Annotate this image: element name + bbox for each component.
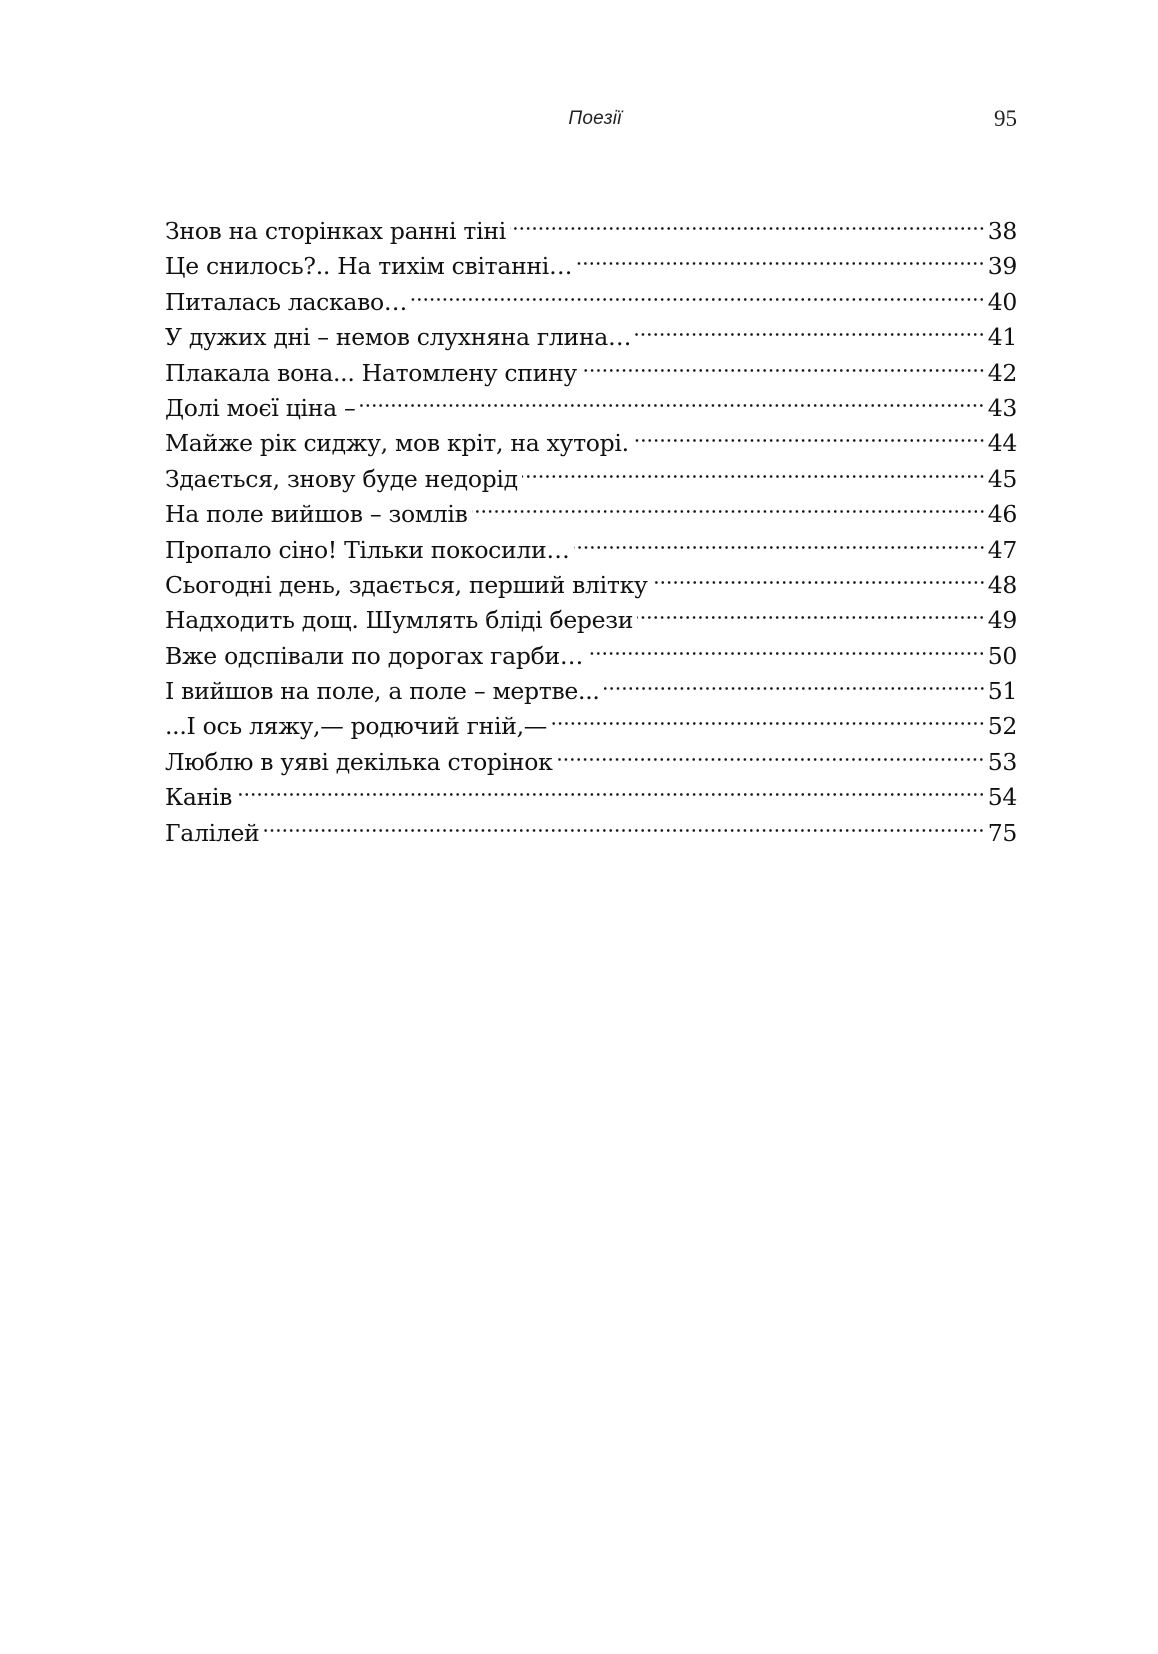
toc-entry-page: 48	[987, 570, 1017, 599]
dot-leader	[263, 806, 985, 841]
toc-entry-page: 43	[987, 393, 1017, 422]
toc-entry-page: 75	[987, 818, 1017, 847]
dot-leader	[510, 204, 985, 239]
dot-leader	[522, 452, 985, 487]
page-number: 95	[994, 106, 1017, 131]
toc-entry-page: 47	[987, 535, 1017, 564]
toc-entry-page: 44	[987, 429, 1017, 458]
dot-leader	[652, 558, 985, 593]
running-header	[165, 104, 1017, 134]
running-title: Поезії	[568, 108, 622, 129]
dot-leader	[633, 416, 985, 451]
toc-entry-title: Канів	[165, 783, 233, 812]
table-of-contents	[165, 204, 1017, 847]
toc-entry-page: 42	[987, 358, 1017, 387]
dot-leader	[581, 346, 985, 381]
dot-leader	[574, 523, 985, 558]
toc-entry-title: Здається, знову буде недорід	[165, 464, 518, 493]
toc-entry-page: 54	[987, 783, 1017, 812]
toc-entry-title: ...І ось ляжу,— родючий гній,—	[165, 712, 547, 741]
toc-entry-title: На поле вийшов – зомлів	[165, 500, 468, 529]
toc-entry-page: 39	[987, 252, 1017, 281]
toc-entry-title: Долі моєї ціна –	[165, 393, 356, 422]
toc-entry-page: 53	[987, 747, 1017, 776]
dot-leader	[576, 239, 985, 274]
toc-entry-title: Сьогодні день, здається, перший влітку	[165, 570, 648, 599]
toc-entry-title: Пропало сіно! Тільки покосили…	[165, 535, 570, 564]
toc-entry-title: Знов на сторінках ранні тіні	[165, 217, 506, 245]
toc-entry-title: Це снилось?.. На тихім світанні…	[165, 252, 573, 281]
toc-entry-title: Вже одспівали по дорогах гарби…	[165, 641, 584, 670]
toc-entry-title: Галілей	[165, 818, 260, 847]
toc-entry-title: Люблю в уяві декілька сторінок	[165, 747, 553, 776]
dot-leader	[411, 275, 985, 310]
toc-entry[interactable]	[165, 770, 1017, 812]
toc-entry-title: І вийшов на поле, а поле – мертве...	[165, 677, 600, 706]
toc-entry-page: 50	[987, 641, 1017, 670]
toc-entry-page: 40	[987, 287, 1017, 316]
dot-leader	[604, 664, 985, 699]
toc-entry-title: У дужих дні – немов слухняна глина…	[165, 323, 632, 352]
toc-entry-page: 51	[987, 677, 1017, 706]
toc-entry-page: 38	[987, 217, 1017, 245]
toc-entry-page: 49	[987, 606, 1017, 635]
toc-entry-page: 41	[987, 323, 1017, 352]
toc-entry-title: Питалась ласкаво…	[165, 287, 408, 316]
toc-entry[interactable]	[165, 204, 1017, 245]
toc-entry-page: 46	[987, 500, 1017, 529]
dot-leader	[635, 310, 985, 345]
dot-leader	[472, 487, 985, 522]
dot-leader	[236, 770, 985, 805]
dot-leader	[587, 629, 985, 664]
toc-entry-page: 45	[987, 464, 1017, 493]
toc-entry-page: 52	[987, 712, 1017, 741]
dot-leader	[551, 699, 985, 734]
dot-leader	[556, 735, 985, 770]
toc-entry-title: Майже рік сиджу, мов кріт, на хуторі.	[165, 429, 629, 458]
dot-leader	[637, 593, 985, 628]
toc-entry[interactable]	[165, 806, 1017, 847]
dot-leader	[359, 381, 985, 416]
toc-entry-title: Надходить дощ. Шумлять бліді берези	[165, 606, 634, 635]
toc-entry-title: Плакала вона... Натомлену спину	[165, 358, 577, 387]
